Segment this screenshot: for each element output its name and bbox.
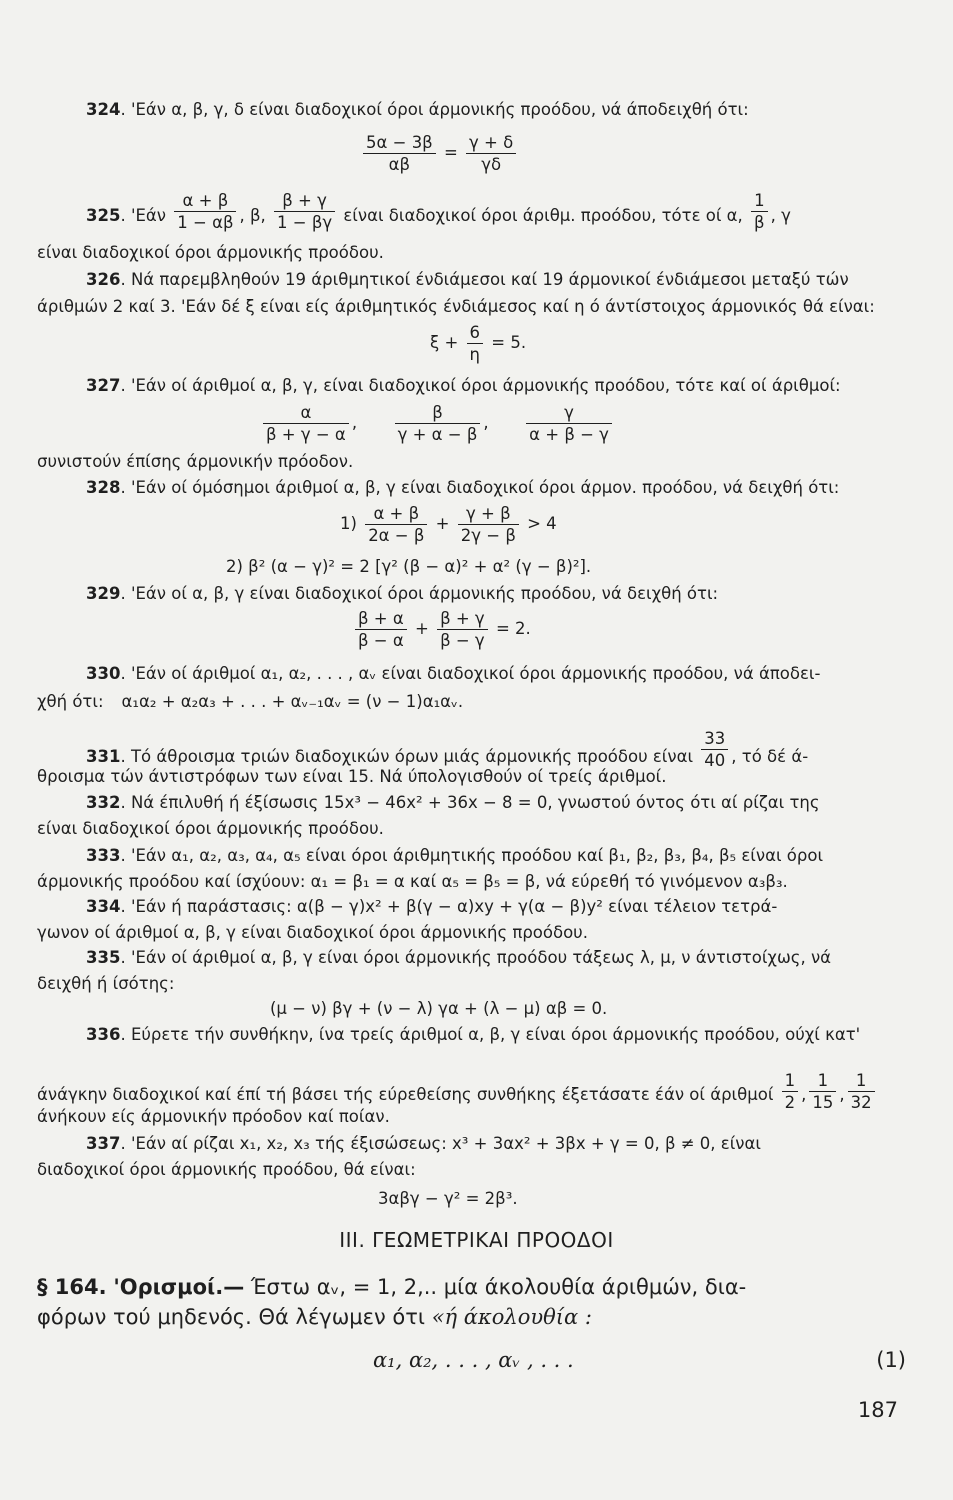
problem-329-equation: [352, 608, 531, 651]
problem-text: . 'Εάν αί ρίζαι x₁, x₂, x₃ τής έξισώσεως: x³ + 3αx² + 3βx + γ = 0, β ≠ 0, είναι: [120, 1134, 761, 1153]
problem-number: 326: [86, 270, 121, 289]
equation-label: 1): [340, 514, 357, 533]
comma: ,: [801, 1085, 807, 1104]
comma: ,: [483, 413, 489, 432]
problem-number: 329: [86, 584, 121, 603]
problem-text: είναι διαδοχικοί όροι άριθμ. προόδου, τότε οί α,: [343, 206, 743, 225]
sequence-formula: α₁, α₂, . . . , αᵥ , . . .: [373, 1348, 574, 1372]
problem-328-equation-2: 2) β² (α − γ)² = 2 [γ² (β − α)² + α² (γ − β)²].: [226, 557, 592, 576]
problem-326-line1: [86, 269, 906, 291]
problem-text: . 'Εάν οί άριθμοί α₁, α₂, . . . , αᵥ είναι διαδοχικοί όροι άρμονικής προόδου, νά άποδει-: [120, 664, 821, 683]
fraction-denominator: β: [754, 213, 765, 232]
problem-number: 327: [86, 376, 121, 395]
fraction-denominator: 15: [812, 1093, 834, 1112]
fraction-denominator: β − α: [358, 631, 404, 650]
problem-text: . 'Εάν α, β, γ, δ είναι διαδοχικοί όροι άρμονικής προόδου, νά άποδειχθή ότι:: [120, 100, 749, 119]
problem-number: 333: [86, 846, 121, 865]
comma: ,: [351, 413, 358, 432]
equals-sign: =: [443, 143, 458, 162]
problem-number: 330: [86, 664, 121, 683]
fraction-denominator: 1 − αβ: [177, 213, 234, 232]
problem-number: 337: [86, 1134, 121, 1153]
problem-326-line2: άριθμών 2 καί 3. 'Εάν δέ ξ είναι είς άριθμητικός ένδιάμεσος καί η ό άντίστοιχος άρμονικός θά είναι:: [37, 297, 875, 316]
equation-part: ξ +: [430, 333, 459, 352]
problem-325-line1: [86, 190, 906, 233]
fraction-numerator: β + α: [355, 608, 407, 630]
fraction-denominator: 2: [784, 1093, 796, 1112]
problem-330-line1: [86, 663, 906, 685]
problem-329-line1: [86, 583, 906, 605]
problem-335-equation: (μ − ν) βγ + (ν − λ) γα + (λ − μ) αβ = 0.: [270, 999, 608, 1018]
equation-label: (1): [876, 1348, 906, 1372]
problem-text: , γ: [770, 206, 791, 225]
problem-337-equation: 3αβγ − γ² = 2β³.: [378, 1189, 518, 1208]
problem-331-line2: θροισμα τών άντιστρόφων των είναι 15. Νά ύπολογισθούν οί τρείς άριθμοί.: [37, 767, 667, 786]
problem-327-line2: συνιστούν έπίσης άρμονικήν πρόοδον.: [37, 452, 354, 471]
problem-text: . 'Εάν οί άριθμοί α, β, γ είναι όροι άρμονικής προόδου τάξεως λ, μ, ν άντιστοίχως, νά: [120, 948, 832, 967]
fraction-numerator: 1: [782, 1070, 799, 1092]
definition-text: Έστω αᵥ, = 1, 2,.. μία άκολουθία άριθμών, δια-: [244, 1275, 747, 1299]
fraction-denominator: 1 − βγ: [277, 213, 333, 232]
fraction-numerator: β + γ: [274, 190, 335, 212]
problem-333-line1: [86, 845, 906, 867]
section-heading: ΙΙΙ. ΓΕΩΜΕΤΡΙΚΑΙ ΠΡΟΟΔΟΙ: [339, 1228, 614, 1252]
problem-number: 336: [86, 1025, 121, 1044]
fraction-numerator: γ: [526, 402, 612, 424]
fraction-denominator: α + β − γ: [529, 425, 609, 444]
problem-330-line2: [37, 691, 906, 713]
fraction-numerator: 33: [701, 728, 728, 750]
problem-text: , β,: [239, 206, 266, 225]
fraction-numerator: 1: [751, 190, 768, 212]
fraction-numerator: 6: [467, 322, 484, 344]
problem-327-line1: [86, 375, 906, 397]
problem-text: . Νά έπιλυθή ή έξίσωσις 15x³ − 46x² + 36x − 8 = 0, γνωστού όντος ότι αί ρίζαι της: [120, 793, 820, 812]
fraction-numerator: γ + δ: [466, 132, 516, 154]
problem-333-line2: άρμονικής προόδου καί ίσχύουν: α₁ = β₁ = α καί α₅ = β₅ = β, νά εύρεθή τό γινόμενον α₃β₃.: [37, 872, 788, 891]
problem-text: . 'Εάν οί όμόσημοι άριθμοί α, β, γ είναι διαδοχικοί όροι άρμον. προόδου, νά δειχθή ότι:: [120, 478, 840, 497]
problem-text: άνάγκην διαδοχικοί καί έπί τή βάσει τής εύρεθείσης συνθήκης έξετάσατε έάν οί άριθμοί: [37, 1085, 774, 1104]
definition-text: φόρων τού μηδενός. Θά λέγωμεν ότι: [37, 1305, 432, 1329]
fraction-numerator: α: [263, 402, 349, 424]
problem-number: 324: [86, 100, 121, 119]
problem-332-line2: είναι διαδοχικοί όροι άρμονικής προόδου.: [37, 819, 384, 838]
definition-heading: 'Ορισμοί.—: [113, 1275, 245, 1299]
problem-number: 334: [86, 897, 121, 916]
problem-text: , τό δέ ά-: [731, 747, 809, 766]
equation: α₁α₂ + α₂α₃ + . . . + αᵥ₋₁αᵥ = (ν − 1)α₁αᵥ.: [121, 692, 464, 711]
fraction-numerator: 5α − 3β: [363, 132, 436, 154]
problem-text: . 'Εάν: [120, 206, 166, 225]
problem-number: 331: [86, 747, 121, 766]
problem-328-equation-1: [340, 503, 557, 546]
problem-326-equation: [430, 322, 526, 365]
problem-335-line2: δειχθή ή ίσότης:: [37, 974, 175, 993]
problem-text: . 'Εάν ή παράστασις: α(β − γ)x² + β(γ − α)xy + γ(α − β)y² είναι τέλειον τετρά-: [120, 897, 778, 916]
problem-328-line1: [86, 477, 906, 499]
fraction-denominator: 2γ − β: [460, 526, 516, 545]
problem-number: 332: [86, 793, 121, 812]
problem-336-line3: άνήκουν είς άρμονικήν πρόοδον καί ποίαν.: [37, 1107, 390, 1126]
plus-sign: +: [414, 619, 429, 638]
fraction-denominator: γδ: [481, 155, 502, 174]
problem-324-equation: [360, 132, 519, 175]
fraction-denominator: 2α − β: [368, 526, 425, 545]
definition-line2: [37, 1302, 906, 1332]
problem-text: . Τό άθροισμα τριών διαδοχικών όρων μιάς άρμονικής προόδου είναι: [120, 747, 694, 766]
problem-text: . Νά παρεμβληθούν 19 άριθμητικοί ένδιάμεσοι καί 19 άρμονικοί ένδιάμεσοι μεταξύ τών: [120, 270, 849, 289]
problem-text: . 'Εάν οί άριθμοί α, β, γ, είναι διαδοχικοί όροι άρμονικής προόδου, τότε καί οί άριθμοί:: [120, 376, 841, 395]
fraction-denominator: 32: [850, 1093, 872, 1112]
problem-337-line2: διαδοχικοί όροι άρμονικής προόδου, θά είναι:: [37, 1160, 416, 1179]
problem-327-equation: [260, 402, 615, 445]
fraction-denominator: β + γ − α: [266, 425, 346, 444]
definition-line1: [37, 1272, 906, 1302]
problem-number: 325: [86, 206, 121, 225]
problem-number: 328: [86, 478, 121, 497]
problem-text: . 'Εάν α₁, α₂, α₃, α₄, α₅ είναι όροι άριθμητικής προόδου καί β₁, β₂, β₃, β₄, β₅ είναι όροι: [120, 846, 824, 865]
fraction-numerator: γ + β: [458, 503, 519, 525]
equation-part: = 2.: [495, 619, 531, 638]
fraction-denominator: β − γ: [440, 631, 485, 650]
definition-italic-text: «ή άκολουθία :: [431, 1305, 592, 1329]
problem-334-line1: [86, 896, 906, 918]
fraction-denominator: αβ: [388, 155, 411, 174]
equation-part: = 5.: [491, 333, 527, 352]
fraction-numerator: β: [395, 402, 481, 424]
comma: ,: [839, 1085, 845, 1104]
paragraph-number: § 164.: [37, 1275, 107, 1299]
fraction-numerator: α + β: [174, 190, 236, 212]
problem-text: . 'Εάν οί α, β, γ είναι διαδοχικοί όροι άρμονικής προόδου, νά δειχθή ότι:: [120, 584, 719, 603]
fraction-denominator: 40: [704, 751, 726, 770]
fraction-numerator: β + γ: [437, 608, 488, 630]
problem-337-line1: [86, 1133, 906, 1155]
problem-335-line1: [86, 947, 906, 969]
problem-325-line2: είναι διαδοχικοί όροι άρμονικής προόδου.: [37, 243, 384, 262]
problem-332-line1: [86, 792, 906, 814]
page-number: 187: [857, 1398, 898, 1422]
problem-334-line2: γωνον οί άριθμοί α, β, γ είναι διαδοχικοί όροι άρμονικής προόδου.: [37, 923, 588, 942]
problem-text: χθή ότι:: [37, 692, 104, 711]
fraction-numerator: α + β: [365, 503, 427, 525]
fraction-numerator: 1: [809, 1070, 836, 1092]
fraction-denominator: γ + α − β: [397, 425, 478, 444]
problem-text: . Εύρετε τήν συνθήκην, ίνα τρείς άριθμοί α, β, γ είναι όροι άρμονικής προόδου, ούχί κατ': [120, 1025, 861, 1044]
problem-331-line1: [86, 728, 906, 771]
fraction-numerator: 1: [848, 1070, 875, 1092]
problem-336-line1: [86, 1024, 906, 1046]
plus-sign: +: [435, 514, 450, 533]
problem-number: 335: [86, 948, 121, 967]
equation-part: > 4: [527, 514, 557, 533]
fraction-denominator: η: [469, 345, 481, 364]
problem-324-line1: [86, 99, 906, 121]
